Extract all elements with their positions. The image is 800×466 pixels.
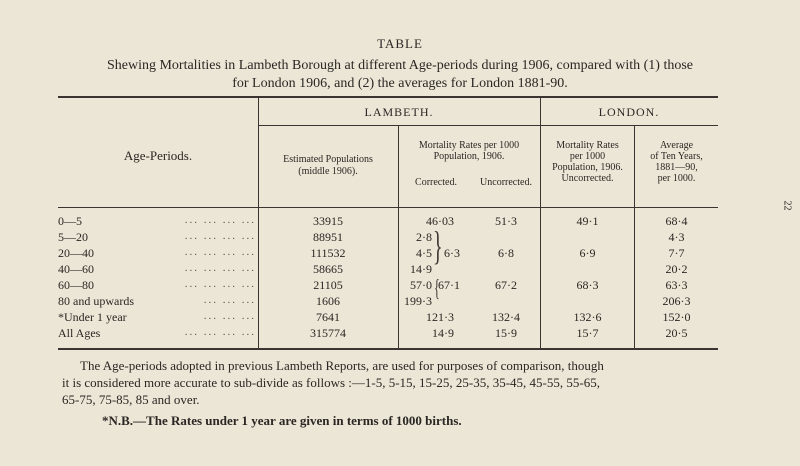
header-london: LONDON. <box>598 105 660 119</box>
brace-60-plus: { <box>434 276 440 302</box>
cell-unc: 67·2 <box>495 278 517 292</box>
cell-lon: 68·3 <box>576 278 599 292</box>
cell-corr: 4·5 <box>416 246 432 260</box>
header-lambeth: LAMBETH. <box>364 105 434 119</box>
cell-pop: 111532 <box>310 246 346 260</box>
cell-age: 20—40 <box>58 246 94 260</box>
cell-pop: 33915 <box>313 214 343 228</box>
header-lmort-3: Population, 1906. <box>552 162 623 173</box>
header-corrected: Corrected. <box>415 177 457 188</box>
header-est-pop-1: Estimated Populations <box>283 154 373 165</box>
header-avg-4: per 1000. <box>657 173 696 184</box>
cell-corr: 121·3 <box>426 310 454 324</box>
cell-age: 60—80 <box>58 278 94 292</box>
subtitle-line-2: for London 1906, and (2) the averages for London 1881-90. <box>232 76 568 91</box>
cell-avg: 68·4 <box>665 214 688 228</box>
note-line-1: The Age-periods adopted in previous Lambeth Reports, are used for purposes of comparison, though <box>80 358 604 373</box>
cell-pop: 315774 <box>310 326 346 340</box>
cell-dots: ... ... ... ... <box>184 278 256 290</box>
cell-pop: 7641 <box>316 310 340 324</box>
cell-pop: 1606 <box>316 294 340 308</box>
cell-corr: 14·9 <box>410 262 432 276</box>
cell-grp: 67·1 <box>438 278 460 292</box>
cell-corr: 46·03 <box>426 214 454 228</box>
cell-unc: 15·9 <box>495 326 517 340</box>
brace-20-60: } <box>433 223 443 268</box>
cell-dots: ... ... ... ... <box>184 230 256 242</box>
cell-unc: 6·8 <box>498 246 514 260</box>
group-header-rule <box>258 125 718 126</box>
cell-dots: ... ... ... ... <box>184 214 256 226</box>
note-line-2: it is considered more accurate to sub-divide as follows :—1-5, 5-15, 15-25, 25-35, 35-45, 45-55, 55-65, <box>62 375 600 390</box>
cell-dots: ... ... ... <box>203 310 256 322</box>
cell-lon: 6·9 <box>579 246 596 260</box>
header-lmort-1: Mortality Rates <box>556 140 619 151</box>
header-lmort-4: Uncorrected. <box>561 173 614 184</box>
cell-pop: 21105 <box>313 278 343 292</box>
cell-avg: 152·0 <box>662 310 691 324</box>
note-line-3: 65-75, 75-85, 85 and over. <box>62 392 200 407</box>
cell-age: 40—60 <box>58 262 94 276</box>
cell-avg: 206·3 <box>662 294 691 308</box>
cell-avg: 20·5 <box>665 326 688 340</box>
header-avg-2: of Ten Years, <box>650 151 703 162</box>
cell-avg: 4·3 <box>668 230 685 244</box>
cell-corr: 2·8 <box>416 230 432 244</box>
header-est-pop-2: (middle 1906). <box>298 166 358 177</box>
cell-corr: 14·9 <box>432 326 454 340</box>
cell-avg: 63·3 <box>665 278 688 292</box>
cell-lon: 49·1 <box>576 214 599 228</box>
cell-dots: ... ... ... <box>203 294 256 306</box>
cell-dots: ... ... ... ... <box>184 326 256 338</box>
header-uncorrected: Uncorrected. <box>480 177 532 188</box>
page-number: 22 <box>781 200 793 211</box>
cell-pop: 58665 <box>313 262 343 276</box>
cell-avg: 20·2 <box>665 262 688 276</box>
cell-dots: ... ... ... ... <box>184 262 256 274</box>
cell-lon: 132·6 <box>573 310 602 324</box>
cell-avg: 7·7 <box>668 246 685 260</box>
cell-unc: 51·3 <box>495 214 517 228</box>
header-age-periods: Age-Periods. <box>123 148 193 163</box>
header-lmort-2: per 1000 <box>569 151 606 162</box>
document-title: TABLE <box>377 36 423 51</box>
cell-unc: 132·4 <box>492 310 520 324</box>
header-avg-3: 1881—90, <box>655 162 698 173</box>
cell-dots: ... ... ... ... <box>184 246 256 258</box>
cell-corr: 199·3 <box>404 294 432 308</box>
cell-age: 0—5 <box>58 214 82 228</box>
header-avg-1: Average <box>659 140 694 151</box>
header-bottom-rule <box>58 207 718 208</box>
cell-lon: 15·7 <box>576 326 599 340</box>
cell-age: 5—20 <box>58 230 88 244</box>
cell-age: *Under 1 year <box>58 310 127 324</box>
subtitle-line-1: Shewing Mortalities in Lambeth Borough at different Age-periods during 1906, compared with (1) those <box>106 58 694 73</box>
cell-pop: 88951 <box>313 230 343 244</box>
header-mort-2: Population, 1906. <box>433 151 505 162</box>
table-top-rule <box>58 96 718 98</box>
cell-corr: 57·0 <box>410 278 432 292</box>
table-bottom-rule <box>58 348 718 350</box>
cell-grp: 6·3 <box>444 246 460 260</box>
cell-age: 80 and upwards <box>58 294 134 308</box>
note-nb: *N.B.—The Rates under 1 year are given in terms of 1000 births. <box>102 413 462 428</box>
cell-age: All Ages <box>58 326 101 340</box>
header-mort-1: Mortality Rates per 1000 <box>418 140 520 151</box>
